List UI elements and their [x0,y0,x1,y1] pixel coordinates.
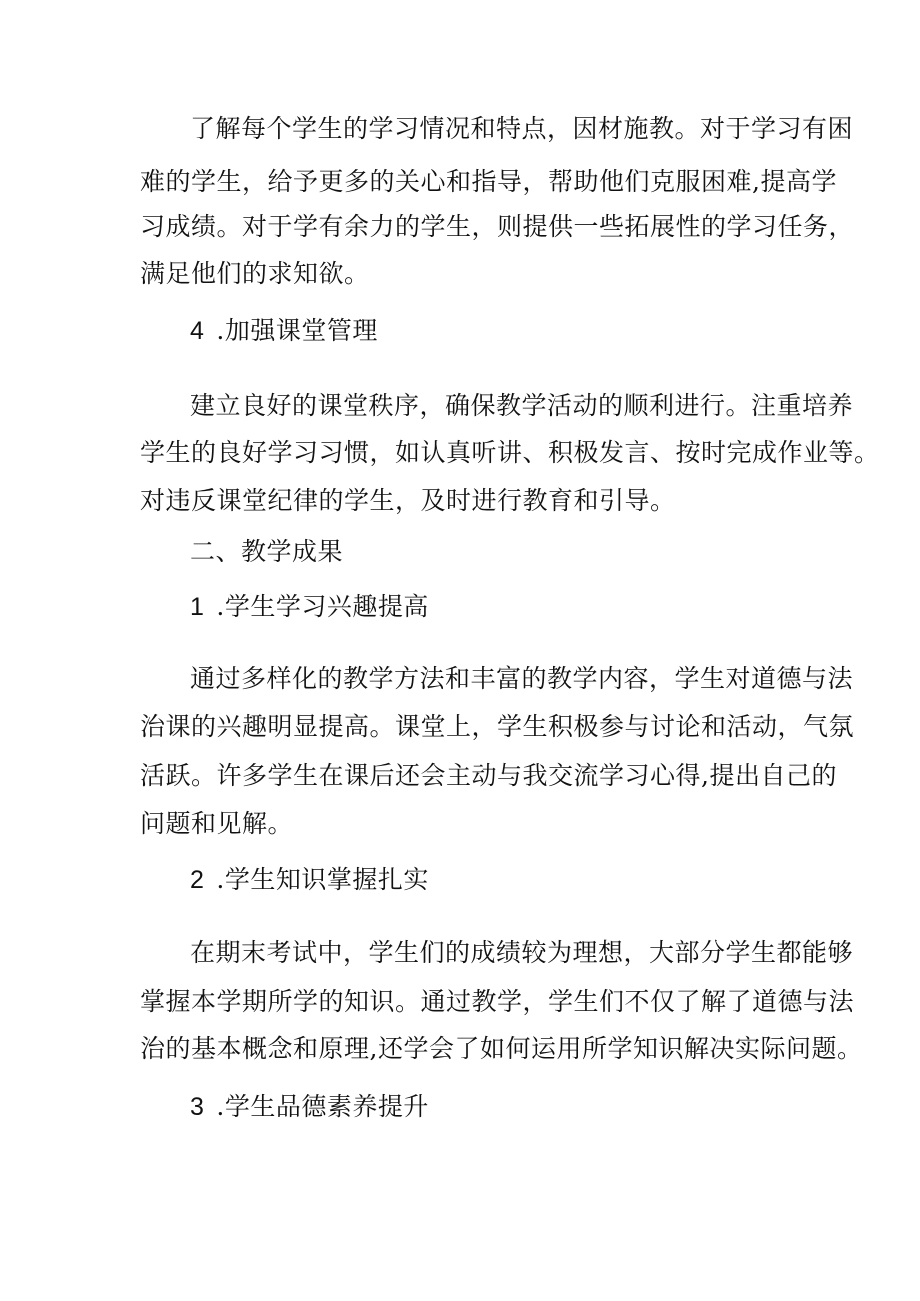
paragraph-line: 通过多样化的教学方法和丰富的教学内容，学生对道德与法 [190,664,854,693]
paragraph-line: 活跃。许多学生在课后还会主动与我交流学习心得,提出自己的 [140,761,837,790]
heading-text: .学生品德素养提升 [216,1092,429,1121]
heading-number: 3 [190,1093,205,1121]
heading-number: 4 [190,317,205,345]
section-heading-2 [190,864,429,896]
heading-number: 1 [190,593,205,621]
paragraph-line: 满足他们的求知欲。 [140,259,370,288]
paragraph-line: 学生的良好学习习惯，如认真听讲、积极发言、按时完成作业等。 [140,438,880,467]
section-heading-3 [190,1091,429,1123]
heading-text: .加强课堂管理 [216,316,378,345]
paragraph-line: 习成绩。对于学有余力的学生，则提供一些拓展性的学习任务， [140,212,855,241]
paragraph-line: 建立良好的课堂秩序，确保教学活动的顺利进行。注重培养 [190,391,854,420]
paragraph-line: 治课的兴趣明显提高。课堂上，学生积极参与讨论和活动，气氛 [140,712,855,741]
paragraph-line: 了解每个学生的学习情况和特点，因材施教。对于学习有困 [190,114,854,143]
paragraph-line: 治的基本概念和原理,还学会了如何运用所学知识解决实际问题。 [140,1034,863,1063]
paragraph-line: 难的学生，给予更多的关心和指导，帮助他们克服困难,提高学 [140,167,837,196]
paragraph-line: 掌握本学期所学的知识。通过教学，学生们不仅了解了道德与法 [140,987,855,1016]
paragraph-line: 对违反课堂纪律的学生，及时进行教育和引导。 [140,486,676,515]
section-heading-1 [190,591,429,623]
heading-number: 2 [190,866,205,894]
heading-text: .学生知识掌握扎实 [216,865,429,894]
paragraph-line: 在期末考试中，学生们的成绩较为理想，大部分学生都能够 [190,938,854,967]
section-title: 二、教学成果 [190,537,344,566]
section-heading-4 [190,315,378,347]
heading-text: .学生学习兴趣提高 [216,592,429,621]
paragraph-line: 问题和见解。 [140,809,294,838]
